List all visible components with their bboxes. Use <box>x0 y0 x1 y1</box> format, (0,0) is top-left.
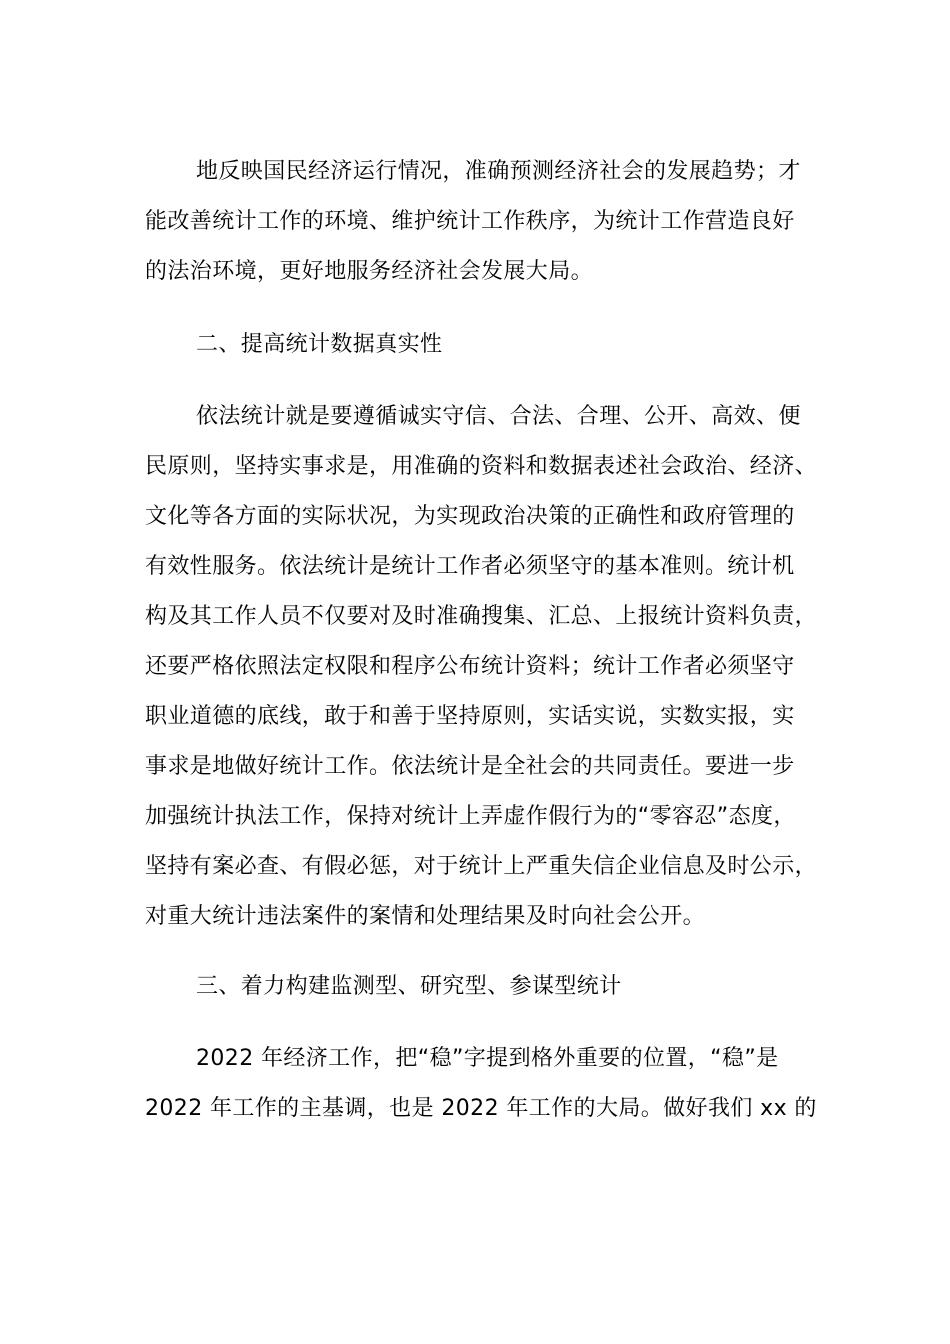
section-heading: 二、提高统计数据真实性 <box>196 332 443 357</box>
paragraph-line: 民原则，坚持实事求是，用准确的资料和数据表述社会政治、经济、 <box>145 454 818 479</box>
paragraph-line: 事求是地做好统计工作。依法统计是全社会的共同责任。要进一步 <box>145 754 795 779</box>
paragraph-line: 2022 年工作的主基调，也是 2022 年工作的大局。做好我们 xx 的 <box>145 1096 817 1121</box>
paragraph-line: 依法统计就是要遵循诚实守信、合法、合理、公开、高效、便 <box>196 404 801 429</box>
paragraph-line: 加强统计执法工作，保持对统计上弄虚作假行为的“零容忍”态度， <box>145 804 796 829</box>
paragraph-line: 2022 年经济工作，把“稳”字提到格外重要的位置，“稳”是 <box>196 1046 779 1071</box>
paragraph-line: 坚持有案必查、有假必惩，对于统计上严重失信企业信息及时公示， <box>145 854 818 879</box>
paragraph-line: 能改善统计工作的环境、维护统计工作秩序，为统计工作营造良好 <box>145 209 795 234</box>
paragraph-line: 的法治环境，更好地服务经济社会发展大局。 <box>145 259 594 284</box>
paragraph-line: 还要严格依照法定权限和程序公布统计资料；统计工作者必须坚守 <box>145 654 795 679</box>
paragraph-line: 地反映国民经济运行情况，准确预测经济社会的发展趋势；才 <box>196 159 801 184</box>
paragraph-line: 构及其工作人员不仅要对及时准确搜集、汇总、上报统计资料负责， <box>145 604 818 629</box>
section-heading: 三、着力构建监测型、研究型、参谋型统计 <box>196 974 622 999</box>
paragraph-line: 有效性服务。依法统计是统计工作者必须坚守的基本准则。统计机 <box>145 554 795 579</box>
paragraph-line: 对重大统计违法案件的案情和处理结果及时向社会公开。 <box>145 904 706 929</box>
paragraph-line: 文化等各方面的实际状况，为实现政治决策的正确性和政府管理的 <box>145 504 795 529</box>
paragraph-line: 职业道德的底线，敢于和善于坚持原则，实话实说，实数实报，实 <box>145 704 795 729</box>
